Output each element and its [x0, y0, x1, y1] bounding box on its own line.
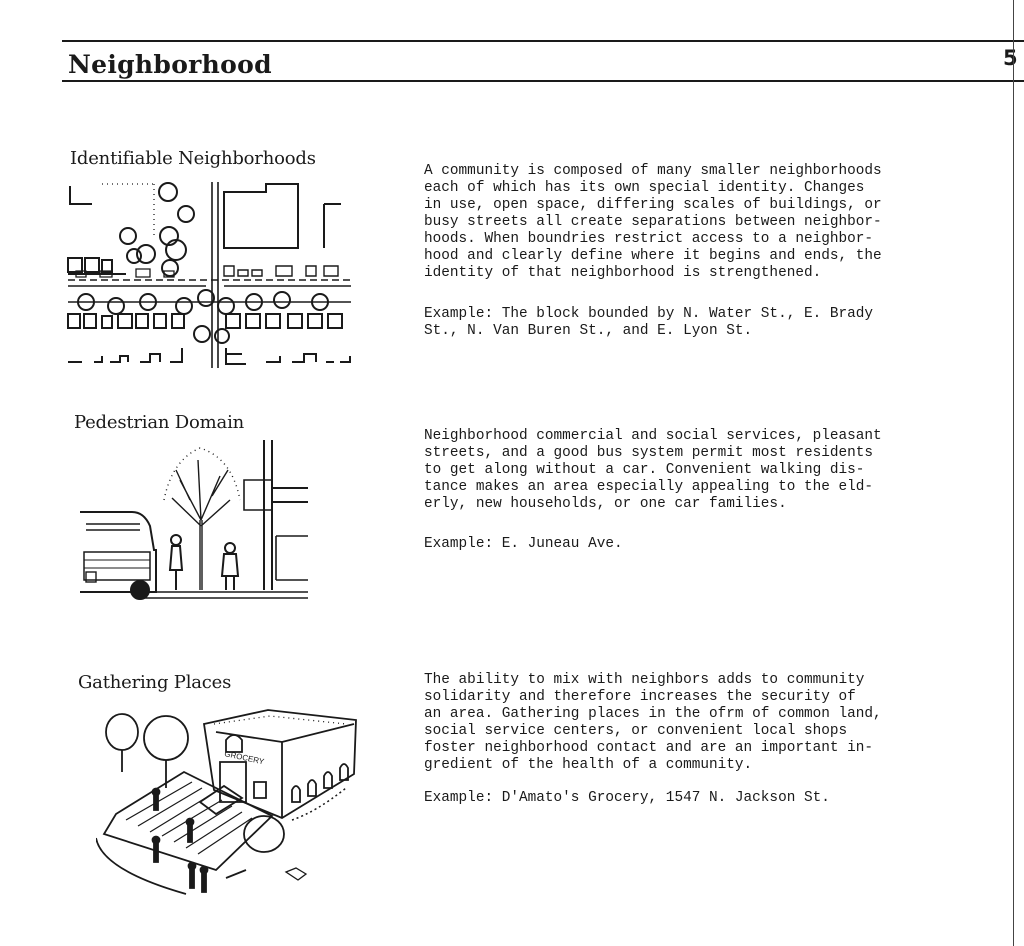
- page-number: 5: [1003, 46, 1018, 70]
- section-heading-identifiable-neighborhoods: Identifiable Neighborhoods: [70, 148, 316, 169]
- gathering-place-illustration: [96, 702, 366, 900]
- pedestrian-street-illustration: [80, 440, 310, 602]
- section-body-gathering-places: The ability to mix with neighbors adds to community solidarity and therefore increases the security of an area. Gathering places in the ofrm of common land, social service centers, or convenient local shops foster neighborhood contact and are an important in- gredient of the health of a community.: [424, 672, 882, 773]
- section-body-pedestrian-domain: Neighborhood commercial and social services, pleasant streets, and a good bus system permit most residents to get along without a car. Convenient walking dis- tance makes an area especially appealing to the eld- erly, new households, or one car families.: [424, 428, 882, 512]
- section-example-identifiable-neighborhoods: Example: The block bounded by N. Water St., E. Brady St., N. Van Buren St., and E. Lyon St.: [424, 306, 874, 339]
- section-example-gathering-places: Example: D'Amato's Grocery, 1547 N. Jackson St.: [424, 790, 830, 806]
- header-top-rule: [62, 40, 1024, 42]
- section-heading-gathering-places: Gathering Places: [78, 672, 232, 693]
- section-example-pedestrian-domain: Example: E. Juneau Ave.: [424, 536, 623, 552]
- neighborhood-map-illustration: [66, 178, 356, 370]
- grocery-sign-text: GROCERY: [223, 749, 265, 767]
- section-body-identifiable-neighborhoods: A community is composed of many smaller neighborhoods each of which has its own special identity. Changes in use, open space, differing scales of buildings, or busy streets all create separations between neighbor- hoods. When boundries restrict access to a neighbor- hood and clearly define where it begins and ends, the identity of that neighborhood is strengthened.: [424, 163, 882, 281]
- page-title: Neighborhood: [68, 50, 272, 79]
- margin-line: [1013, 0, 1014, 946]
- header-bottom-rule: [62, 80, 1024, 82]
- section-heading-pedestrian-domain: Pedestrian Domain: [74, 412, 245, 433]
